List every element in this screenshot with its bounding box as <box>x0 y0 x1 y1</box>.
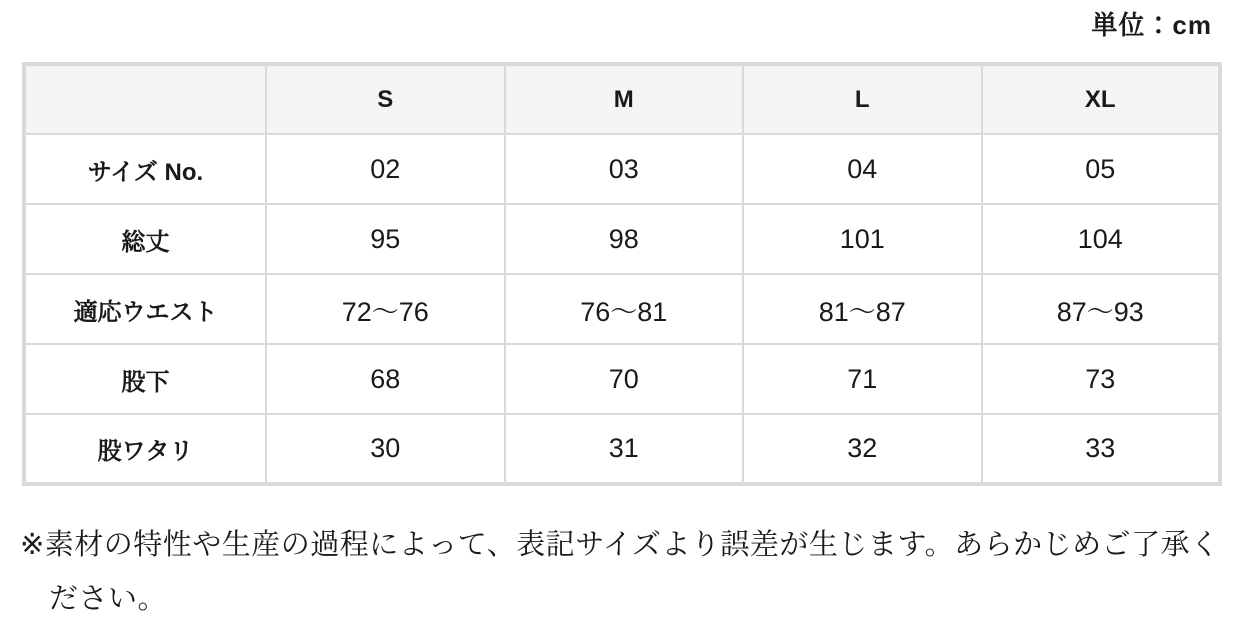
size-value-cell: 70 <box>505 344 744 414</box>
note-text: ※素材の特性や生産の過程によって、表記サイズより誤差が生じます。あらかじめご了承ください。 <box>20 529 1220 615</box>
size-value-cell: 72〜76 <box>266 274 505 344</box>
size-value-cell: 31 <box>505 414 744 484</box>
size-value-cell: 33 <box>982 414 1221 484</box>
table-header-row <box>24 64 1220 134</box>
size-value-cell: 71 <box>743 344 982 414</box>
column-header-xl: XL <box>982 64 1221 134</box>
table-row-inseam <box>24 344 1220 414</box>
size-value-cell: 81〜87 <box>743 274 982 344</box>
size-value-cell: 98 <box>505 204 744 274</box>
size-value-cell: 87〜93 <box>982 274 1221 344</box>
unit-label: 単位：cm <box>1091 10 1212 40</box>
column-header-l: L <box>743 64 982 134</box>
row-label: サイズ No. <box>24 134 266 204</box>
size-value-cell: 03 <box>505 134 744 204</box>
size-value-cell: 76〜81 <box>505 274 744 344</box>
size-chart-table <box>22 62 1222 486</box>
row-label: 適応ウエスト <box>24 274 266 344</box>
size-value-cell: 30 <box>266 414 505 484</box>
size-value-cell: 04 <box>743 134 982 204</box>
table-row-size-no <box>24 134 1220 204</box>
table-row-total-length <box>24 204 1220 274</box>
row-label: 総丈 <box>24 204 266 274</box>
column-header-s: S <box>266 64 505 134</box>
row-label: 股ワタリ <box>24 414 266 484</box>
size-value-cell: 73 <box>982 344 1221 414</box>
size-value-cell: 02 <box>266 134 505 204</box>
table-row-waist <box>24 274 1220 344</box>
size-value-cell: 05 <box>982 134 1221 204</box>
size-value-cell: 104 <box>982 204 1221 274</box>
column-header-blank <box>24 64 266 134</box>
size-value-cell: 32 <box>743 414 982 484</box>
row-label: 股下 <box>24 344 266 414</box>
column-header-m: M <box>505 64 744 134</box>
table-row-thigh <box>24 414 1220 484</box>
size-value-cell: 95 <box>266 204 505 274</box>
size-value-cell: 101 <box>743 204 982 274</box>
size-value-cell: 68 <box>266 344 505 414</box>
